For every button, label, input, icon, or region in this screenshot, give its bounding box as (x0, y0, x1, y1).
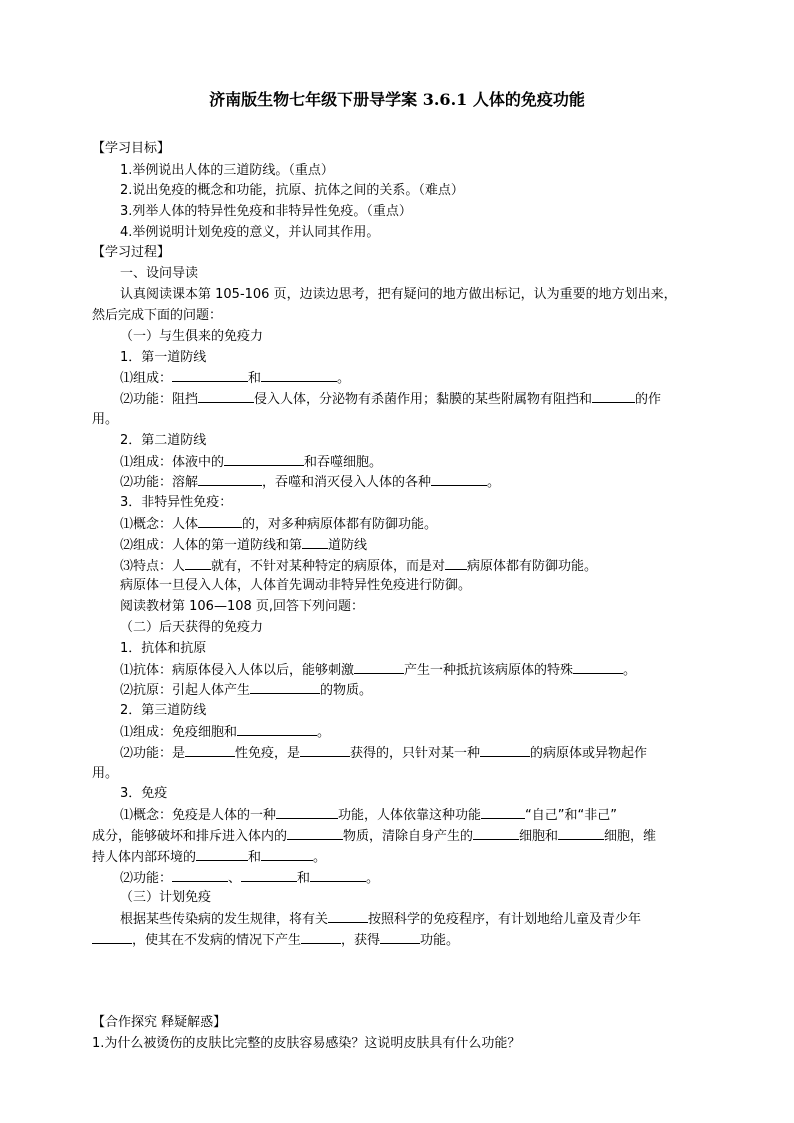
fill-blank[interactable] (354, 661, 404, 674)
objective-item: 1.举例说出人体的三道防线。（重点） (120, 163, 334, 178)
immunity-concept-cont: 成分，能够破坏和排斥进入体内的 物质，清除自身产生的 细胞和 细胞，维 (92, 829, 657, 844)
reading-instruction-2: 阅读教材第 106—108 页,回答下列问题： (120, 599, 365, 614)
fill-blank[interactable] (445, 557, 467, 570)
fill-blank[interactable] (592, 390, 635, 403)
part3-heading: （三）计划免疫 (120, 890, 212, 905)
immunity-heading: 3．免疫 (120, 786, 168, 801)
planned-immunization-text-cont: ，使其在不发病的情况下产生 ，获得 功能。 (92, 931, 459, 950)
reading-instruction: 认真阅读课本第 105-106 页，边读边思考，把有疑问的地方做出标记，认为重要的地方划出来， (120, 287, 677, 302)
part1-heading: （一）与生俱来的免疫力 (120, 329, 264, 344)
fill-blank[interactable] (287, 827, 343, 840)
fill-blank[interactable] (328, 910, 368, 923)
fill-blank[interactable] (480, 744, 530, 757)
fill-blank[interactable] (300, 744, 350, 757)
intro-heading: 一、设问导读 (120, 266, 199, 281)
fill-blank[interactable] (224, 453, 304, 466)
fill-blank[interactable] (185, 744, 235, 757)
first-defense-function: ⑵功能：阻挡 侵入人体，分泌物有杀菌作用；黏膜的某些附属物有阻挡和 的作 (120, 392, 662, 407)
fill-blank[interactable] (237, 723, 317, 736)
third-defense-heading: 2．第三道防线 (120, 703, 207, 718)
fill-blank[interactable] (261, 369, 337, 382)
first-defense-composition: ⑴组成： 和 。 (120, 371, 351, 386)
fill-blank[interactable] (185, 557, 211, 570)
fill-blank[interactable] (261, 848, 313, 861)
fill-blank[interactable] (198, 473, 262, 486)
immunity-concept: ⑴概念：免疫是人体的一种 功能，人体依靠这种功能 “自己”和“非己” (120, 808, 617, 823)
page-title: 济南版生物七年级下册导学案 3.6.1 人体的免疫功能 (209, 90, 585, 109)
immunity-concept-cont-2: 持人体内部环境的 和 。 (92, 850, 327, 865)
second-defense-heading: 2．第二道防线 (120, 433, 207, 448)
fill-blank[interactable] (558, 827, 604, 840)
process-heading: 【学习过程】 (92, 245, 171, 260)
fill-blank[interactable] (198, 390, 254, 403)
fill-blank[interactable] (310, 869, 366, 882)
fill-blank[interactable] (473, 827, 519, 840)
fill-blank[interactable] (302, 536, 328, 549)
objectives-heading: 【学习目标】 (92, 141, 171, 156)
cooperation-heading: 【合作探究 释疑解惑】 (92, 1015, 227, 1030)
cooperation-question: 1.为什么被烫伤的皮肤比完整的皮肤容易感染？这说明皮肤具有什么功能？ (92, 1036, 521, 1051)
fill-blank[interactable] (172, 869, 228, 882)
fill-blank[interactable] (573, 661, 623, 674)
third-defense-composition: ⑴组成：免疫细胞和 。 (120, 725, 331, 740)
second-defense-composition: ⑴组成：体液中的 和吞噬细胞。 (120, 455, 383, 470)
fill-blank[interactable] (196, 848, 248, 861)
fill-blank[interactable] (301, 931, 341, 944)
fill-blank[interactable] (481, 806, 525, 819)
reading-instruction-cont: 然后完成下面的问题： (92, 308, 223, 323)
part2-heading: （二）后天获得的免疫力 (120, 620, 264, 635)
objective-item: 4.举例说明计划免疫的意义，并认同其作用。 (120, 225, 380, 240)
nonspecific-concept: ⑴概念：人体 的，对多种病原体都有防御功能。 (120, 517, 438, 532)
planned-immunization-text: 根据某些传染病的发生规律，将有关 按照科学的免疫程序，有计划地给儿童及青少年 (120, 912, 642, 927)
fill-blank[interactable] (241, 869, 297, 882)
objective-item: 3.列举人体的特异性免疫和非特异性免疫。（重点） (120, 204, 412, 219)
objective-item: 2.说出免疫的概念和功能，抗原、抗体之间的关系。（难点） (120, 183, 464, 198)
first-defense-function-cont: 用。 (92, 412, 119, 427)
fill-blank[interactable] (276, 806, 338, 819)
fill-blank[interactable] (198, 515, 242, 528)
nonspecific-composition: ⑵组成：人体的第一道防线和第 道防线 (120, 538, 368, 553)
nonspecific-note: 病原体一旦侵入人体，人体首先调动非特异性免疫进行防御。 (120, 578, 472, 593)
nonspecific-heading: 3．非特异性免疫： (120, 495, 233, 510)
third-defense-function: ⑵功能：是 性免疫，是 获得的，只针对某一种 的病原体或异物起作 (120, 746, 648, 761)
fill-blank[interactable] (172, 369, 248, 382)
nonspecific-feature: ⑶特点：人 就有，不针对某种特定的病原体，而是对 病原体都有防御功能。 (120, 559, 598, 574)
antigen-definition: ⑵抗原：引起人体产生 的物质。 (120, 683, 373, 698)
fill-blank[interactable] (92, 931, 132, 944)
fill-blank[interactable] (380, 931, 420, 944)
third-defense-function-cont: 用。 (92, 766, 119, 781)
antibody-antigen-heading: 1．抗体和抗原 (120, 641, 207, 656)
fill-blank[interactable] (250, 681, 320, 694)
immunity-function: ⑵功能： 、 和 。 (120, 871, 380, 886)
fill-blank[interactable] (431, 473, 487, 486)
antibody-definition: ⑴抗体：病原体侵入人体以后，能够刺激 产生一种抵抗该病原体的特殊 。 (120, 663, 637, 678)
first-defense-heading: 1．第一道防线 (120, 350, 207, 365)
second-defense-function: ⑵功能：溶解 ，吞噬和消灭侵入人体的各种 。 (120, 475, 501, 490)
